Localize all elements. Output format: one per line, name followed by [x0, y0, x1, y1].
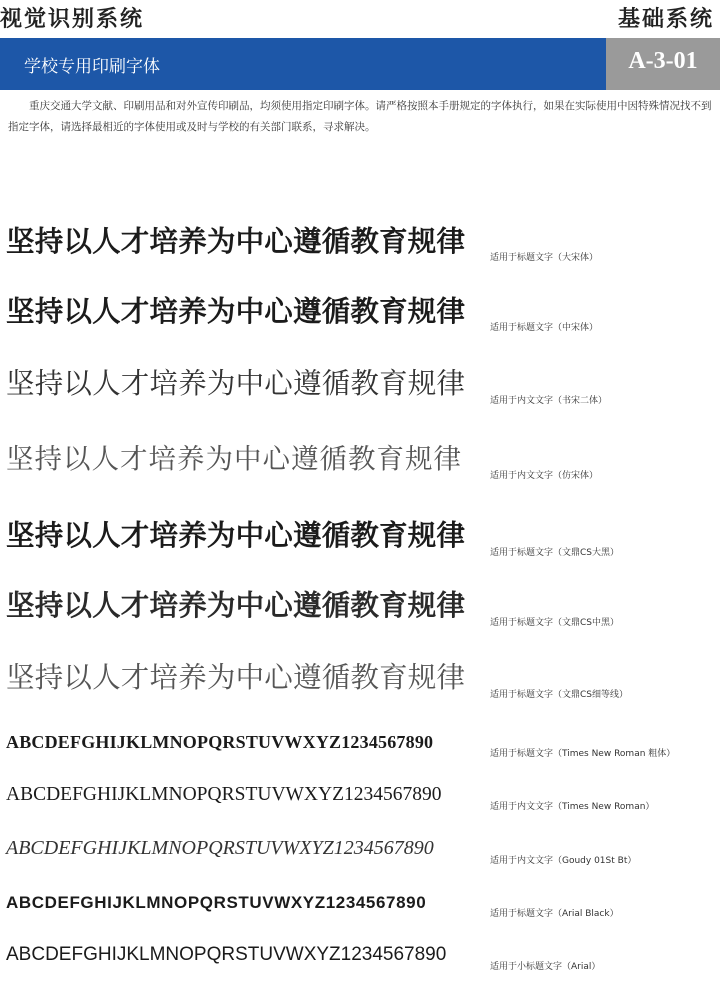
font-sample-row [0, 560, 720, 628]
font-sample-caption: 适用于内文文字（仿宋体） [490, 471, 599, 481]
font-sample-row [0, 691, 720, 759]
font-sample-text: 坚持以人才培养为中心遵循教育规律 [6, 588, 466, 622]
font-sample-text: 坚持以人才培养为中心遵循教育规律 [6, 293, 466, 328]
font-sample-row [0, 490, 720, 558]
font-sample-caption: 适用于标题文字（文鼎CS大黑） [490, 548, 619, 558]
font-sample-text: ABCDEFGHIJKLMNOPQRSTUVWXYZ1234567890 [6, 783, 442, 805]
font-sample-row [0, 338, 720, 406]
font-sample-text: 坚持以人才培养为中心遵循教育规律 [6, 518, 466, 552]
font-sample-caption: 适用于标题文字（中宋体） [490, 323, 599, 333]
font-sample-row [0, 744, 720, 812]
font-sample-caption: 适用于标题文字（Arial Black） [490, 909, 619, 919]
font-sample-row [0, 265, 720, 333]
document-title: 视觉识别系统 [0, 7, 145, 32]
font-sample-caption: 适用于内文文字（Goudy 01St Bt） [490, 856, 637, 866]
page-code: A-3-01 [628, 48, 698, 74]
font-sample-row [0, 798, 720, 866]
page-title: 学校专用印刷字体 [24, 57, 160, 77]
font-sample-caption: 适用于标题文字（文鼎CS中黑） [490, 618, 619, 628]
font-sample-caption: 适用于内文文字（Times New Roman） [490, 802, 655, 812]
font-sample-row [0, 413, 720, 481]
font-sample-caption: 适用于标题文字（文鼎CS细等线） [490, 690, 628, 700]
font-sample-row [0, 904, 720, 972]
font-sample-caption: 适用于标题文字（Times New Roman 粗体） [490, 749, 676, 759]
font-sample-text: 坚持以人才培养为中心遵循教育规律 [6, 442, 462, 475]
font-sample-text: 坚持以人才培养为中心遵循教育规律 [6, 366, 466, 400]
font-sample-caption: 适用于小标题文字（Arial） [490, 962, 601, 972]
font-sample-text: ABCDEFGHIJKLMNOPQRSTUVWXYZ1234567890 [6, 837, 434, 859]
font-sample-text: 坚持以人才培养为中心遵循教育规律 [6, 660, 466, 694]
font-sample-row [0, 851, 720, 919]
font-sample-caption: 适用于内文文字（书宋二体） [490, 396, 608, 406]
font-sample-text: ABCDEFGHIJKLMNOPQRSTUVWXYZ1234567890 [6, 893, 427, 912]
font-sample-text: ABCDEFGHIJKLMNOPQRSTUVWXYZ1234567890 [6, 944, 447, 965]
font-sample-text: 坚持以人才培养为中心遵循教育规律 [6, 223, 466, 258]
page-code-box [606, 38, 720, 90]
section-title: 基础系统 [617, 7, 714, 32]
font-sample-text: ABCDEFGHIJKLMNOPQRSTUVWXYZ1234567890 [6, 732, 434, 752]
font-sample-row [0, 195, 720, 263]
font-sample-row [0, 632, 720, 700]
intro-paragraph: 重庆交通大学文献、印刷用品和对外宣传印刷品，均须使用指定印刷字体。请严格按照本手册规定的字体执行，如果在实际使用中因特殊情况找不到指定字体，请选择最相近的字体使用或及时与学校的有关部门联系，寻求解决。 [8, 100, 712, 133]
title-band [0, 38, 720, 90]
font-sample-caption: 适用于标题文字（大宋体） [490, 253, 599, 263]
title-band-blue [0, 38, 606, 90]
